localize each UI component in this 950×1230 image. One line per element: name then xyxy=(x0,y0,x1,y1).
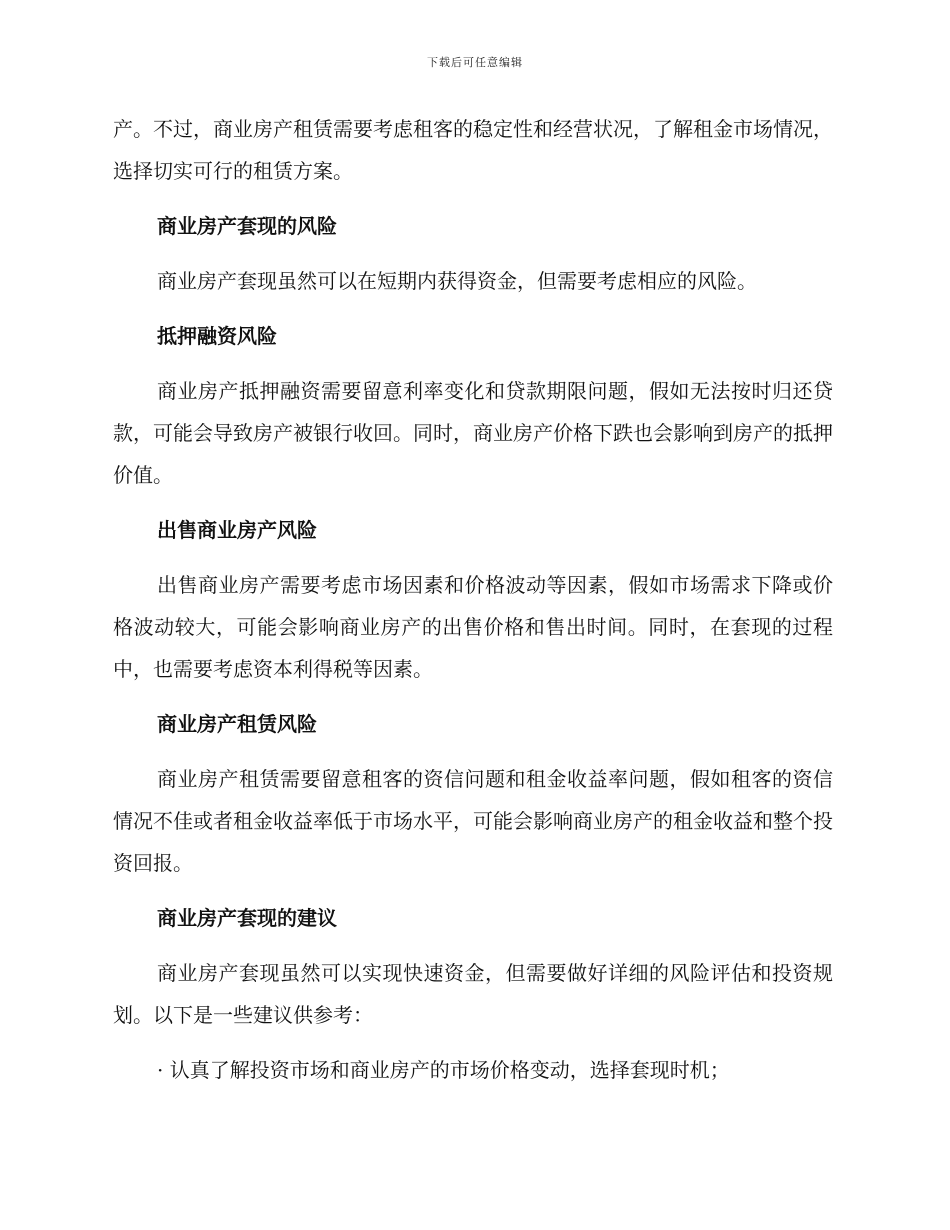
paragraph-mortgage-risk: 商业房产抵押融资需要留意利率变化和贷款期限问题，假如无法按时归还贷款，可能会导致房产被银行收回。同时，商业房产价格下跌也会影响到房产的抵押价值。 xyxy=(113,379,833,487)
paragraph-suggestions: 商业房产套现虽然可以实现快速资金，但需要做好详细的风险评估和投资规划。以下是一些建议供参考： xyxy=(113,961,833,1027)
list-item-suggestion: · 认真了解投资市场和商业房产的市场价格变动，选择套现时机； xyxy=(157,1058,730,1082)
section-heading-cashout-risks: 商业房产套现的风险 xyxy=(157,214,337,238)
section-heading-mortgage-risk: 抵押融资风险 xyxy=(157,324,277,348)
paragraph-sale-risk: 出售商业房产需要考虑市场因素和价格波动等因素，假如市场需求下降或价格波动较大，可能会影响商业房产的出售价格和售出时间。同时，在套现的过程中，也需要考虑资本利得税等因素。 xyxy=(113,573,833,681)
document-body xyxy=(113,108,833,1091)
paragraph-continuation: 产。不过，商业房产租赁需要考虑租客的稳定性和经营状况，了解租金市场情况，选择切实可行的租赁方案。 xyxy=(113,117,833,183)
paragraph-cashout-risks: 商业房产套现虽然可以在短期内获得资金，但需要考虑相应的风险。 xyxy=(157,269,757,293)
paragraph-lease-risk: 商业房产租赁需要留意租客的资信问题和租金收益率问题，假如租客的资信情况不佳或者租金收益率低于市场水平，可能会影响商业房产的租金收益和整个投资回报。 xyxy=(113,767,833,875)
section-heading-lease-risk: 商业房产租赁风险 xyxy=(157,712,317,736)
page-header: 下载后可任意编辑 xyxy=(427,56,523,69)
section-heading-sale-risk: 出售商业房产风险 xyxy=(157,518,317,542)
section-heading-suggestions: 商业房产套现的建议 xyxy=(157,906,337,930)
